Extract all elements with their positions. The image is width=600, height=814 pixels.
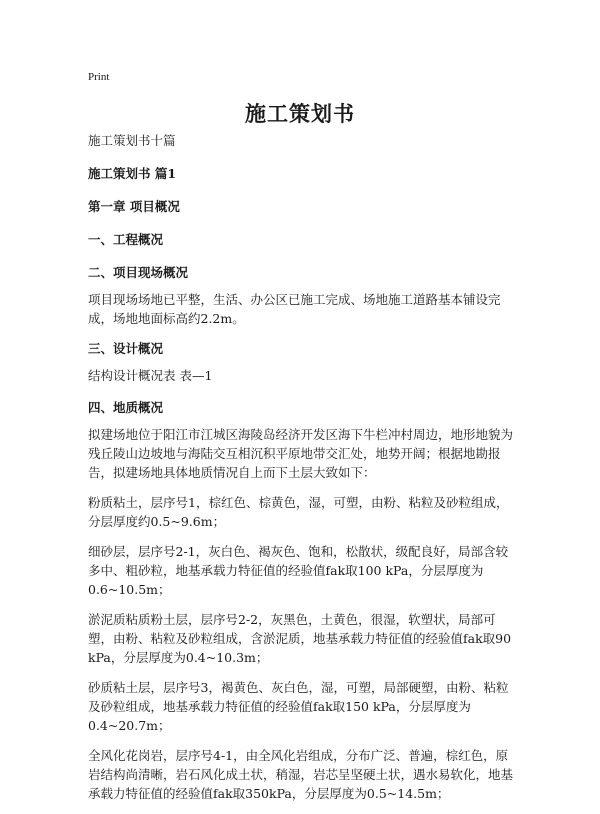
chapter-heading: 第一章 项目概况 — [88, 199, 180, 214]
section-heading-site: 二、项目现场概况 — [88, 265, 189, 280]
part-heading: 施工策划书 篇1 — [88, 166, 177, 181]
geology-intro-paragraph: 拟建场地位于阳江市江城区海陵岛经济开发区海下牛栏冲村周边，地形地貌为残丘陵山边坡地与海陆交互相沉积平原地带交汇处，地势开阔；根据地勘报告，拟建场地具体地质情况自上而下土层大致如下： — [88, 427, 514, 480]
document-body — [88, 131, 520, 814]
site-overview-paragraph: 项目现场场地已平整，生活、办公区已施工完成、场地施工道路基本铺设完成，场地地面标高约2.2m。 — [88, 292, 501, 326]
soil-layer-paragraph: 全风化花岗岩，层序号4-1，由全风化岩组成，分布广泛、普遍，棕红色，原岩结构尚清晰，岩石风化成土状，稍湿，岩芯呈坚硬土状，遇水易软化，地基承载力特征值的经验值fak取350kPa，分层厚度为0.5~14.5m； — [88, 748, 514, 801]
document-title: 施工策划书 — [245, 101, 355, 126]
section-heading-design: 三、设计概况 — [88, 341, 164, 356]
document-subtitle: 施工策划书十篇 — [88, 133, 176, 148]
section-heading-engineering: 一、工程概况 — [88, 232, 164, 247]
soil-layer-paragraph: 细砂层，层序号2-1，灰白色、褐灰色、饱和，松散状，级配良好，局部含较多中、粗砂粒，地基承载力特征值的经验值fak取100 kPa，分层厚度为0.6~10.5m； — [88, 544, 509, 597]
soil-layer-paragraph: 砂质粘土层，层序号3，褐黄色、灰白色，湿，可塑，局部硬塑，由粉、粘粒及砂粒组成，地基承载力特征值的经验值fak取150 kPa，分层厚度为0.4~20.7m； — [88, 680, 509, 733]
section-heading-geology: 四、地质概况 — [88, 400, 164, 415]
soil-layer-paragraph: 粉质粘土，层序号1，棕红色、棕黄色，湿，可塑，由粉、粘粒及砂粒组成，分层厚度约0.5~9.6m； — [88, 495, 509, 529]
print-label[interactable]: Print — [88, 71, 110, 83]
soil-layer-paragraph: 淤泥质粘质粉土层，层序号2-2，灰黑色，土黄色，很湿，软塑状，局部可塑，由粉、粘粒及砂粒组成，含淤泥质，地基承载力特征值的经验值fak取90 kPa，分层厚度为0.4~10.3m； — [88, 612, 512, 665]
design-table-caption: 结构设计概况表 表—1 — [88, 368, 213, 383]
